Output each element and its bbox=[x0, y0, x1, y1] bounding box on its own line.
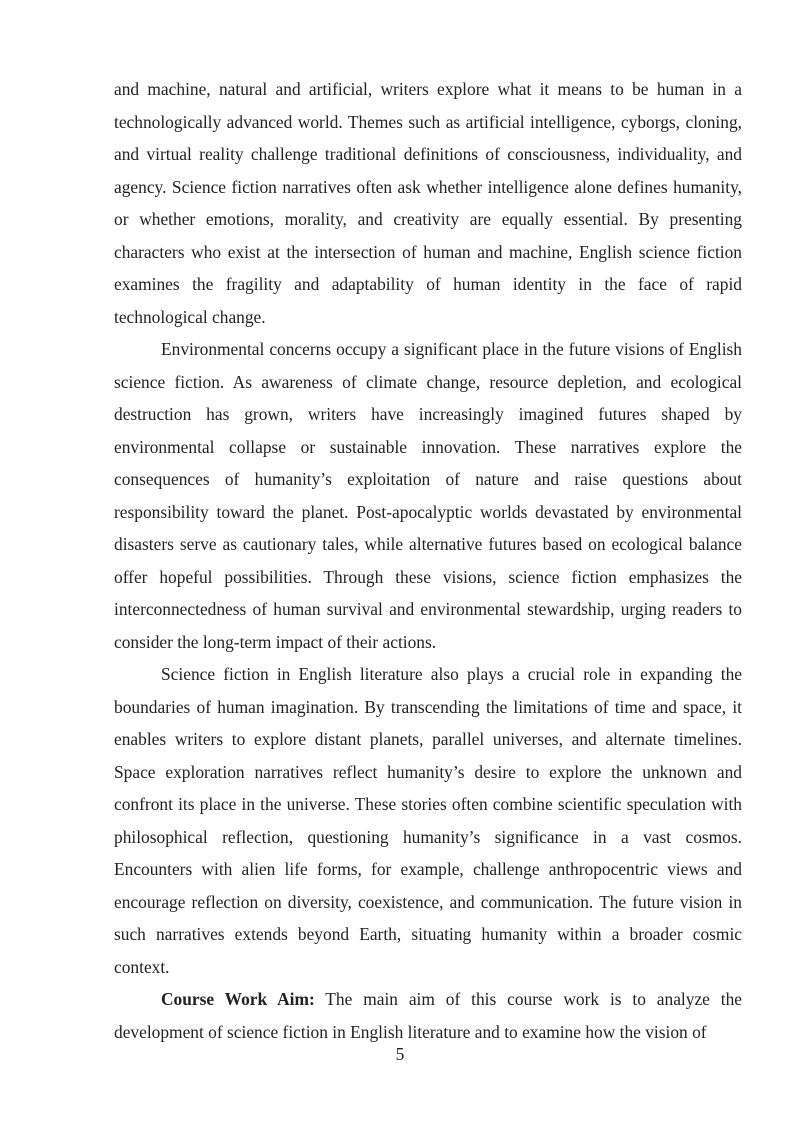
paragraph: and machine, natural and artificial, writers explore what it means to be human in a technologically advanced world. Themes such as artificial intelligence, cyborgs, cloning, and virtual reality challenge traditional definitions of consciousness, individuality, and agency. Science fiction narratives often ask whether intelligence alone defines humanity, or whether emotions, morality, and creativity are equally essential. By presenting characters who exist at the intersection of human and machine, English science fiction examines the fragility and adaptability of human identity in the face of rapid technological change. bbox=[114, 79, 742, 327]
course-work-aim-text: The main aim of this course work is to analyze the development of science fiction in English literature and to examine how the vision of bbox=[114, 989, 742, 1042]
page-number: 5 bbox=[395, 1044, 405, 1064]
paragraph: Science fiction in English literature also plays a crucial role in expanding the boundaries of human imagination. By transcending the limitations of time and space, it enables writers to explore distant planets, parallel universes, and alternate timelines. Space exploration narratives reflect humanity’s desire to explore the unknown and confront its place in the universe. These stories often combine scientific speculation with philosophical reflection, questioning humanity’s significance in a vast cosmos. Encounters with alien life forms, for example, challenge anthropocentric views and encourage reflection on diversity, coexistence, and communication. The future vision in such narratives extends beyond Earth, situating humanity within a broader cosmic context. bbox=[114, 664, 742, 977]
paragraph: Environmental concerns occupy a significant place in the future visions of English science fiction. As awareness of climate change, resource depletion, and ecological destruction has grown, writers have increasingly imagined futures shaped by environmental collapse or sustainable innovation. These narratives explore the consequences of humanity’s exploitation of nature and raise questions about responsibility toward the planet. Post-apocalyptic worlds devastated by environmental disasters serve as cautionary tales, while alternative futures based on ecological balance offer hopeful possibilities. Through these visions, science fiction emphasizes the interconnectedness of human survival and environmental stewardship, urging readers to consider the long-term impact of their actions. bbox=[114, 339, 742, 652]
document-body bbox=[114, 73, 742, 1048]
course-work-aim-label: Course Work Aim: bbox=[161, 989, 315, 1009]
